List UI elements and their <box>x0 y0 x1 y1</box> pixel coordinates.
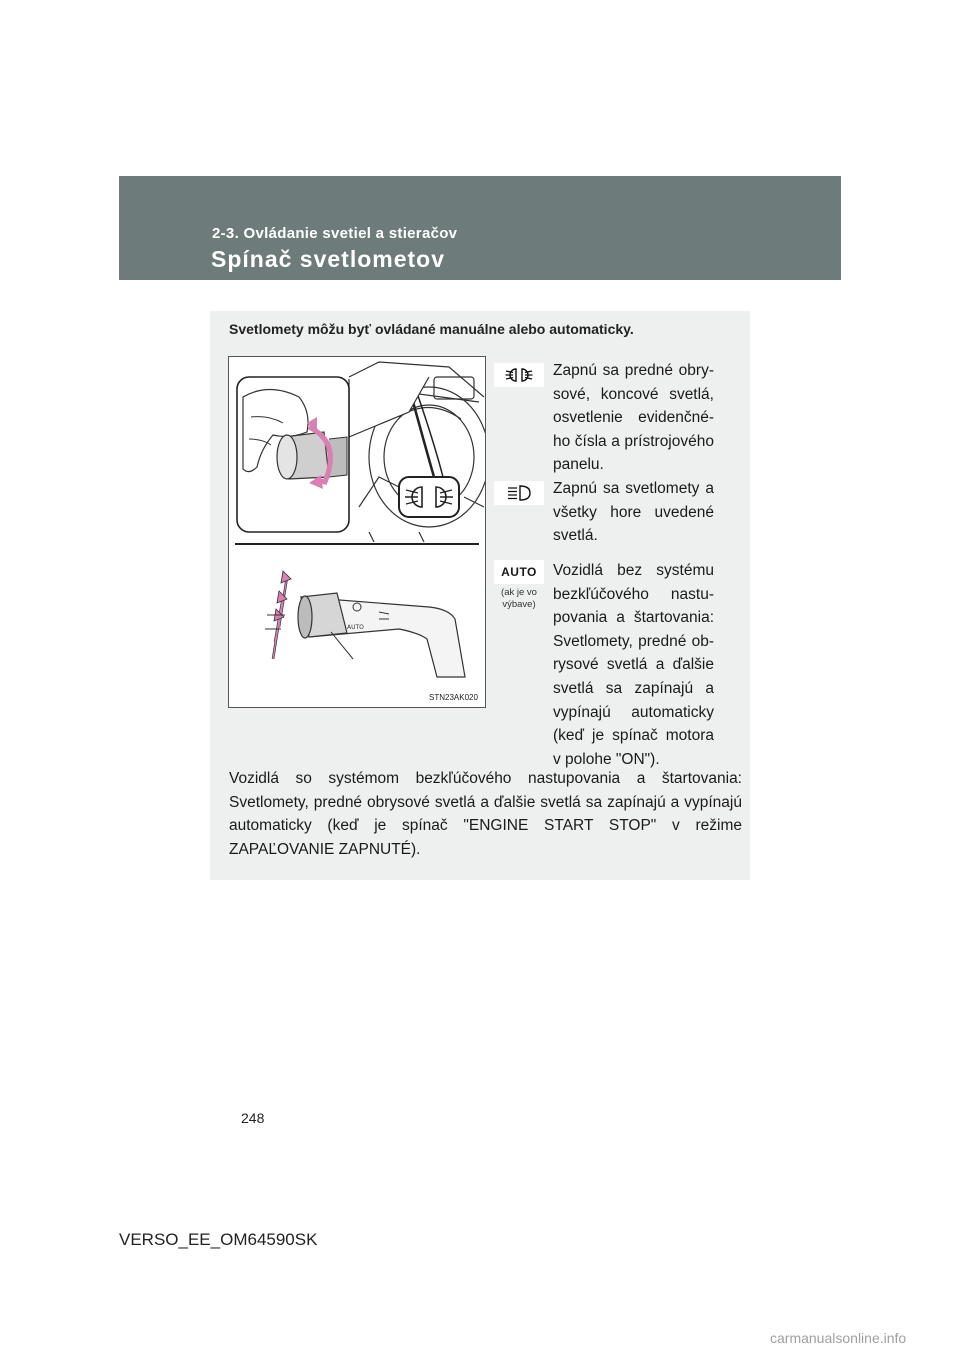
auto-icon <box>494 560 544 584</box>
illustration-svg <box>229 357 485 707</box>
page-title: Spínač svetlometov <box>211 246 446 272</box>
parking-lights-icon <box>494 363 544 387</box>
headlight-switch-illustration <box>228 356 486 708</box>
watermark: carmanualsonline.info <box>770 1330 907 1346</box>
content-box <box>210 311 750 880</box>
keyless-paragraph: Vozidlá so systémom bezkľúčového nastupovania a štartovania: Svetlomety, predné obrysové svetlá a ďalšie svetlá sa zapínajú a vypínajú automaticky (keď je spínač "ENGINE START STOP" v režime ZAPAĽOVANIE ZAPNUTÉ). <box>229 770 742 858</box>
svg-text:AUTO: AUTO <box>347 624 364 631</box>
auto-icon-label: AUTO <box>501 565 537 579</box>
auto-availability-note: (ak je vo výbave) <box>501 587 537 610</box>
headlight-symbol-inset <box>399 477 459 517</box>
document-code: VERSO_EE_OM64590SK <box>119 1230 318 1249</box>
intro-text: Svetlomety môžu byť ovládané manuálne alebo automaticky. <box>229 321 634 337</box>
header-band <box>119 176 841 280</box>
headlights-icon <box>494 481 544 505</box>
item-auto-text: Vozidlá bez systému bezkľúčového nastupovania a štartovania: Svetlomety, predné obrysové svetlá a ďalšie svetlá sa zapínajú a vypínajú automaticky (keď je spínač motora v polohe "ON"). <box>553 562 714 768</box>
lever-stalk <box>265 571 465 677</box>
figure-code: STN23AK020 <box>429 693 478 702</box>
page-number: 248 <box>241 1110 265 1126</box>
section-label: 2-3. Ovládanie svetiel a stieračov <box>212 225 458 242</box>
item-parking-lights-text: Zapnú sa predné obrysové, koncové svetlá, osvetlenie evidenčného čísla a prístrojového panelu. <box>553 362 714 474</box>
item-headlights-text: Zapnú sa svetlomety a všetky hore uvedené svetlá. <box>553 480 714 545</box>
